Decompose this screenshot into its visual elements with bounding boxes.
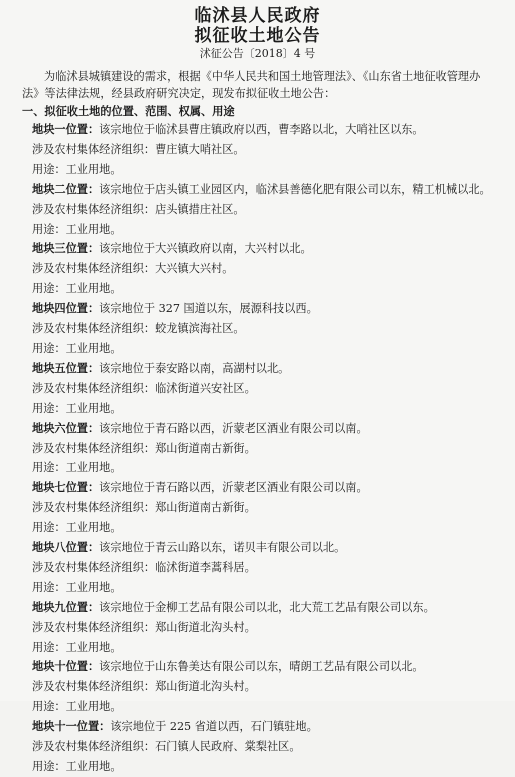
parcel-label: 地块七位置： — [32, 480, 100, 495]
parcel-label: 地块九位置： — [32, 599, 100, 614]
parcel-collective — [22, 677, 497, 697]
use-label: 用途： — [32, 580, 66, 594]
use-label: 用途： — [32, 282, 66, 296]
collective-label: 涉及农村集体经济组织： — [32, 202, 156, 216]
parcel-location-text: 该宗地位于青石路以西，沂蒙老区酒业有限公司以南。 — [99, 421, 368, 435]
parcel-location-text: 该宗地位于泰安路以南，高湖村以北。 — [99, 361, 290, 375]
use-label: 用途： — [32, 700, 66, 714]
parcel-label: 地块六位置： — [32, 420, 100, 435]
parcel-item — [22, 657, 497, 717]
parcel-collective — [22, 737, 497, 757]
parcel-location — [22, 419, 497, 439]
use-label: 用途： — [32, 521, 66, 535]
parcel-item — [22, 598, 497, 658]
parcel-label: 地块八位置： — [32, 540, 100, 555]
parcel-location — [22, 538, 497, 558]
parcel-use — [22, 279, 497, 299]
parcel-use — [22, 518, 497, 538]
use-value: 工业用地。 — [65, 461, 122, 475]
use-value: 工业用地。 — [65, 521, 122, 535]
parcel-use — [22, 220, 497, 240]
parcel-location-text: 该宗地位于 327 国道以东，展源科技以西。 — [99, 302, 318, 316]
use-label: 用途： — [32, 640, 66, 654]
use-value: 工业用地。 — [65, 640, 122, 654]
parcel-collective — [22, 618, 497, 638]
collective-value: 郑山街道北沟头村。 — [155, 620, 256, 634]
parcel-label: 地块十位置： — [32, 659, 100, 674]
document-number: 沭征公告〔2018〕4 号 — [199, 47, 316, 60]
parcel-label: 地块五位置： — [32, 360, 100, 375]
parcel-collective — [22, 319, 497, 339]
use-value: 工业用地。 — [65, 760, 122, 773]
collective-value: 曹庄镇大哨社区。 — [155, 142, 245, 156]
parcel-label: 地块四位置： — [32, 301, 100, 316]
use-label: 用途： — [32, 760, 66, 773]
parcel-location — [22, 120, 497, 140]
collective-value: 临沭街道兴安社区。 — [155, 381, 256, 395]
issuer-title: 临沭县人民政府 — [194, 6, 321, 26]
use-value: 工业用地。 — [65, 341, 122, 355]
parcel-location-text: 该宗地位于青石路以西，沂蒙老区酒业有限公司以南。 — [99, 481, 368, 495]
parcel-item — [22, 299, 497, 359]
parcel-location-text: 该宗地位于大兴镇政府以南，大兴村以北。 — [99, 242, 312, 256]
parcel-collective — [22, 558, 497, 578]
parcel-use — [22, 757, 497, 777]
parcel-use — [22, 399, 497, 419]
notice-title: 拟征收土地公告 — [194, 26, 321, 46]
collective-label: 涉及农村集体经济组织： — [32, 620, 156, 634]
parcel-use — [22, 697, 497, 717]
collective-label: 涉及农村集体经济组织： — [32, 142, 156, 156]
parcel-location-text: 该宗地位于临沭县曹庄镇政府以西，曹李路以北，大哨社区以东。 — [99, 123, 424, 136]
collective-label: 涉及农村集体经济组织： — [32, 560, 156, 574]
parcel-collective — [22, 439, 497, 459]
parcel-item — [22, 538, 497, 598]
intro-paragraph: 为临沭县城镇建设的需求，根据《中华人民共和国土地管理法》、《山东省土地征收管理办法》等法律法规，经县政府研究决定，现发布拟征收土地公告： — [22, 70, 481, 100]
document-body — [22, 68, 497, 777]
parcel-item — [22, 359, 497, 419]
use-value: 工业用地。 — [65, 222, 122, 236]
parcel-collective — [22, 140, 497, 160]
parcel-location-text: 该宗地位于店头镇工业园区内，临沭县善德化肥有限公司以东，精工机械以北。 — [99, 182, 491, 196]
collective-value: 郑山街道南古新街。 — [155, 441, 256, 455]
parcel-label: 地块二位置： — [32, 181, 100, 196]
use-value: 工业用地。 — [65, 580, 122, 594]
use-label: 用途： — [32, 401, 66, 415]
collective-value: 蛟龙镇滨海社区。 — [155, 322, 245, 336]
collective-label: 涉及农村集体经济组织： — [32, 740, 156, 754]
parcel-location — [22, 598, 497, 618]
parcel-collective — [22, 200, 497, 220]
parcel-location — [22, 478, 497, 498]
parcel-item — [22, 180, 497, 240]
parcel-location — [22, 299, 497, 319]
parcel-item — [22, 478, 497, 538]
parcel-collective — [22, 379, 497, 399]
parcel-location — [22, 717, 497, 737]
collective-label: 涉及农村集体经济组织： — [32, 262, 156, 276]
parcel-location-text: 该宗地位于山东鲁美达有限公司以东，晴朗工艺品有限公司以北。 — [99, 660, 424, 674]
document-header — [0, 0, 515, 61]
collective-label: 涉及农村集体经济组织： — [32, 680, 156, 694]
parcel-location-text: 该宗地位于 225 省道以西，石门镇驻地。 — [110, 720, 318, 734]
collective-label: 涉及农村集体经济组织： — [32, 441, 156, 455]
parcel-label: 地块十一位置： — [32, 719, 111, 734]
parcel-use — [22, 339, 497, 359]
parcel-location-text: 该宗地位于青云山路以东，诺贝丰有限公司以北。 — [99, 541, 346, 555]
collective-label: 涉及农村集体经济组织： — [32, 322, 156, 336]
parcel-collective — [22, 498, 497, 518]
parcel-collective — [22, 259, 497, 279]
parcel-location-text: 该宗地位于金柳工艺品有限公司以北，北大荒工艺品有限公司以东。 — [99, 600, 435, 614]
use-label: 用途： — [32, 222, 66, 236]
use-value: 工业用地。 — [65, 700, 122, 714]
use-value: 工业用地。 — [65, 282, 122, 296]
parcel-use — [22, 160, 497, 180]
parcel-location — [22, 239, 497, 259]
parcel-item — [22, 419, 497, 479]
parcel-location — [22, 359, 497, 379]
parcel-item — [22, 717, 497, 777]
collective-value: 郑山街道南古新街。 — [155, 501, 256, 515]
use-value: 工业用地。 — [65, 401, 122, 415]
collective-value: 临沭街道李蒿科居。 — [155, 560, 256, 574]
parcel-use — [22, 578, 497, 598]
collective-label: 涉及农村集体经济组织： — [32, 501, 156, 515]
collective-label: 涉及农村集体经济组织： — [32, 381, 156, 395]
collective-value: 大兴镇大兴村。 — [155, 262, 234, 276]
collective-value: 店头镇措庄社区。 — [155, 202, 245, 216]
parcel-label: 地块一位置： — [32, 122, 100, 136]
parcel-location — [22, 180, 497, 200]
parcel-list — [22, 120, 497, 777]
use-label: 用途： — [32, 461, 66, 475]
parcel-label: 地块三位置： — [32, 241, 100, 256]
section-heading: 一、拟征收土地的位置、范围、权属、用途 — [22, 104, 235, 118]
parcel-location — [22, 657, 497, 677]
parcel-use — [22, 458, 497, 478]
collective-value: 石门镇人民政府、棠梨社区。 — [155, 740, 301, 754]
collective-value: 郑山街道北沟头村。 — [155, 680, 256, 694]
parcel-use — [22, 638, 497, 658]
use-label: 用途： — [32, 341, 66, 355]
parcel-item — [22, 239, 497, 299]
use-label: 用途： — [32, 162, 66, 176]
parcel-item — [22, 120, 497, 180]
use-value: 工业用地。 — [65, 162, 122, 176]
